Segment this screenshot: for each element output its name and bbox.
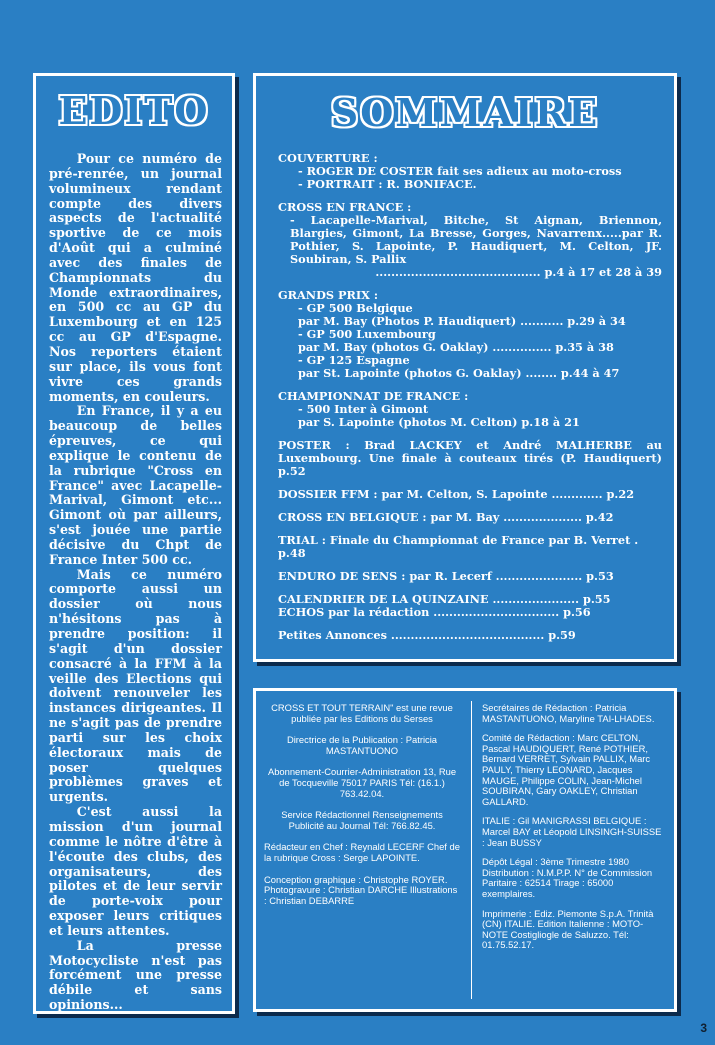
toc-grands-prix bbox=[278, 289, 662, 380]
toc-line: Petites Annonces ....................................... p.59 bbox=[278, 628, 576, 642]
toc-line: par M. Bay (Photos P. Haudiquert) ........... p.29 à 34 bbox=[298, 314, 626, 328]
toc-pages: .......................................... p.4 à 17 et 28 à 39 bbox=[375, 265, 662, 279]
edito-title: EDITO bbox=[58, 88, 210, 133]
toc-line: CALENDRIER DE LA QUINZAINE ...................... p.55 bbox=[278, 592, 611, 606]
credits-depot: Dépôt Légal : 3ème Trimestre 1980 Distribution : N.M.P.P. N° de Commission Paritaire : 62514 Tirage : 65000 exemplaires. bbox=[482, 856, 653, 899]
credits-secretaires: Secrétaires de Rédaction : Patricia MASTANTUONO, Maryline TAI-LHADES. bbox=[482, 702, 655, 724]
toc-heading: CHAMPIONNAT DE FRANCE : bbox=[278, 389, 469, 403]
toc-line: par S. Lapointe (photos M. Celton) p.18 à 21 bbox=[298, 415, 580, 429]
toc-heading: COUVERTURE : bbox=[278, 151, 378, 165]
edito-paragraph: Mais ce numéro comporte aussi un dossier où nous n'hésitons pas à prendre position: il s'agit d'un dossier consacré à la FFM à la veille des Elections qui doivent renouveler les instances dirigeantes. Il ne s'agit pas de prendre parti sur les choix électoraux mais de poser quelques problèmes graves et urgents. bbox=[49, 566, 222, 805]
toc-championnat bbox=[278, 390, 662, 429]
sommaire-title: SOMMAIRE bbox=[330, 90, 600, 135]
toc-annonces bbox=[278, 629, 662, 642]
toc-line: - GP 500 Belgique bbox=[298, 301, 413, 315]
credits-right bbox=[482, 703, 664, 960]
toc-heading: GRANDS PRIX : bbox=[278, 288, 379, 302]
toc-dossier bbox=[278, 488, 662, 501]
credits-correspondants: ITALIE : Gil MANIGRASSI BELGIQUE : Marcel BAY et Léopold LINSINGH-SUISSE : Jean BUSSY bbox=[482, 815, 662, 848]
toc-line: par St. Lapointe (photos G. Oaklay) ........ p.44 à 47 bbox=[298, 366, 620, 380]
table-of-contents bbox=[278, 152, 662, 652]
credits-divider bbox=[471, 701, 472, 999]
toc-line: TRIAL : Finale du Championnat de France par B. Verret . p.48 bbox=[278, 533, 639, 560]
toc-line: POSTER : Brad LACKEY et André MALHERBE au Luxembourg. Une finale à couteaux tirés (P. Haudiquert) p.52 bbox=[278, 438, 662, 478]
sommaire-panel bbox=[253, 73, 677, 662]
toc-poster bbox=[278, 439, 662, 478]
toc-line: CROSS EN BELGIQUE : par M. Bay .................... p.42 bbox=[278, 510, 614, 524]
toc-line: DOSSIER FFM : par M. Celton, S. Lapointe ............. p.22 bbox=[278, 487, 635, 501]
toc-line: - ROGER DE COSTER fait ses adieux au moto-cross bbox=[298, 164, 622, 178]
toc-line: - PORTRAIT : R. BONIFACE. bbox=[298, 177, 477, 191]
credits-panel bbox=[253, 688, 677, 1012]
toc-line: ENDURO DE SENS : par R. Lecerf ...................... p.53 bbox=[278, 569, 614, 583]
credits-comite: Comité de Rédaction : Marc CELTON, Pascal HAUDIQUERT, René POTHIER, Bernard VERRET, Sylvain PALLIX, Marc PAULY, Thierry LEONARD, Jacques MAUGE, Philippe COLIN, Jean-Michel SOUBIRAN, Gary OAKLEY, Christian GALLARD. bbox=[482, 732, 651, 807]
toc-heading: CROSS EN FRANCE : bbox=[278, 200, 412, 214]
credits-left bbox=[264, 703, 460, 917]
toc-cross-france bbox=[278, 201, 662, 279]
edito-paragraph: La presse Motocycliste n'est pas forcément une presse débile et sans opinions... bbox=[49, 937, 222, 1013]
credits-conception: Conception graphique : Christophe ROYER. Photogravure : Christian DARCHE Illustrations : Christian DEBARRE bbox=[264, 873, 458, 906]
toc-line: - 500 Inter à Gimont bbox=[298, 402, 429, 416]
toc-couverture bbox=[278, 152, 662, 191]
edito-paragraph: En France, il y a eu beaucoup de belles épreuves, ce qui explique le contenu de la rubrique "Cross en France" avec Lacapelle-Marival, Gimont etc... Gimont où par ailleurs, s'est jouée une partie décisive du Chpt de France Inter 500 cc. bbox=[49, 403, 222, 567]
credits-intro: CROSS ET TOUT TERRAIN" est une revue publiée par les Editions du Serses bbox=[271, 702, 453, 724]
credits-service: Service Rédactionnel Renseignements Publicité au Journal Tél: 766.82.45. bbox=[281, 809, 443, 831]
toc-calendrier-echos bbox=[278, 593, 662, 619]
toc-line: - GP 500 Luxembourg bbox=[298, 327, 436, 341]
credits-redacteur: Rédacteur en Chef : Reynald LECERF Chef de la rubrique Cross : Serge LAPOINTE. bbox=[264, 841, 460, 863]
toc-line: ECHOS par la rédaction ................................ p.56 bbox=[278, 605, 591, 619]
toc-enduro bbox=[278, 570, 662, 583]
toc-line: - GP 125 Espagne bbox=[298, 353, 410, 367]
credits-abonnement: Abonnement-Courrier-Administration 13, Rue de Tocqueville 75017 PARIS Tél: (16.1.) 763.42.04. bbox=[267, 766, 457, 799]
toc-trial bbox=[278, 534, 662, 560]
credits-directrice: Directrice de la Publication : Patricia MASTANTUONO bbox=[286, 734, 438, 756]
toc-line: par M. Bay (photos G. Oaklay) ............... p.35 à 38 bbox=[298, 340, 614, 354]
toc-line: - Lacapelle-Marival, Bitche, St Aignan, Briennon, Blargies, Gimont, La Bresse, Gorges, Navarrenx.....par R. Pothier, S. Lapointe, P. Haudiquert, M. Celton, JF. Soubiran, S. Pallix bbox=[290, 213, 662, 266]
page-number: 3 bbox=[700, 1021, 707, 1035]
credits-imprimerie: Imprimerie : Ediz. Piemonte S.p.A. Trinità (CN) ITALIE. Edition Italienne : MOTO-NOTE Costigliogle de Saluzzo. Tél: 01.75.52.17. bbox=[482, 907, 654, 951]
toc-cross-belgique bbox=[278, 511, 662, 524]
edito-paragraph: Pour ce numéro de pré-renrée, un journal volumineux rendant compte des divers aspects de l'actualité sportive de ce mois d'Août qui a culminé avec des finales de Championnats du Monde extraordinaires, en 500 cc au GP du Luxembourg et en 125 cc au GP d'Espagne. Nos reporters étaient sur place, ils vous font vivre ces grands moments, en couleurs. bbox=[49, 151, 222, 404]
edito-paragraph: C'est aussi la mission d'un journal comme le nôtre d'être à l'écoute des clubs, des organisateurs, des pilotes et de leur servir de porte-voix pour exposer leurs critiques et leurs attentes. bbox=[49, 804, 222, 938]
edito-panel bbox=[33, 73, 235, 1014]
edito-body bbox=[49, 152, 222, 1013]
